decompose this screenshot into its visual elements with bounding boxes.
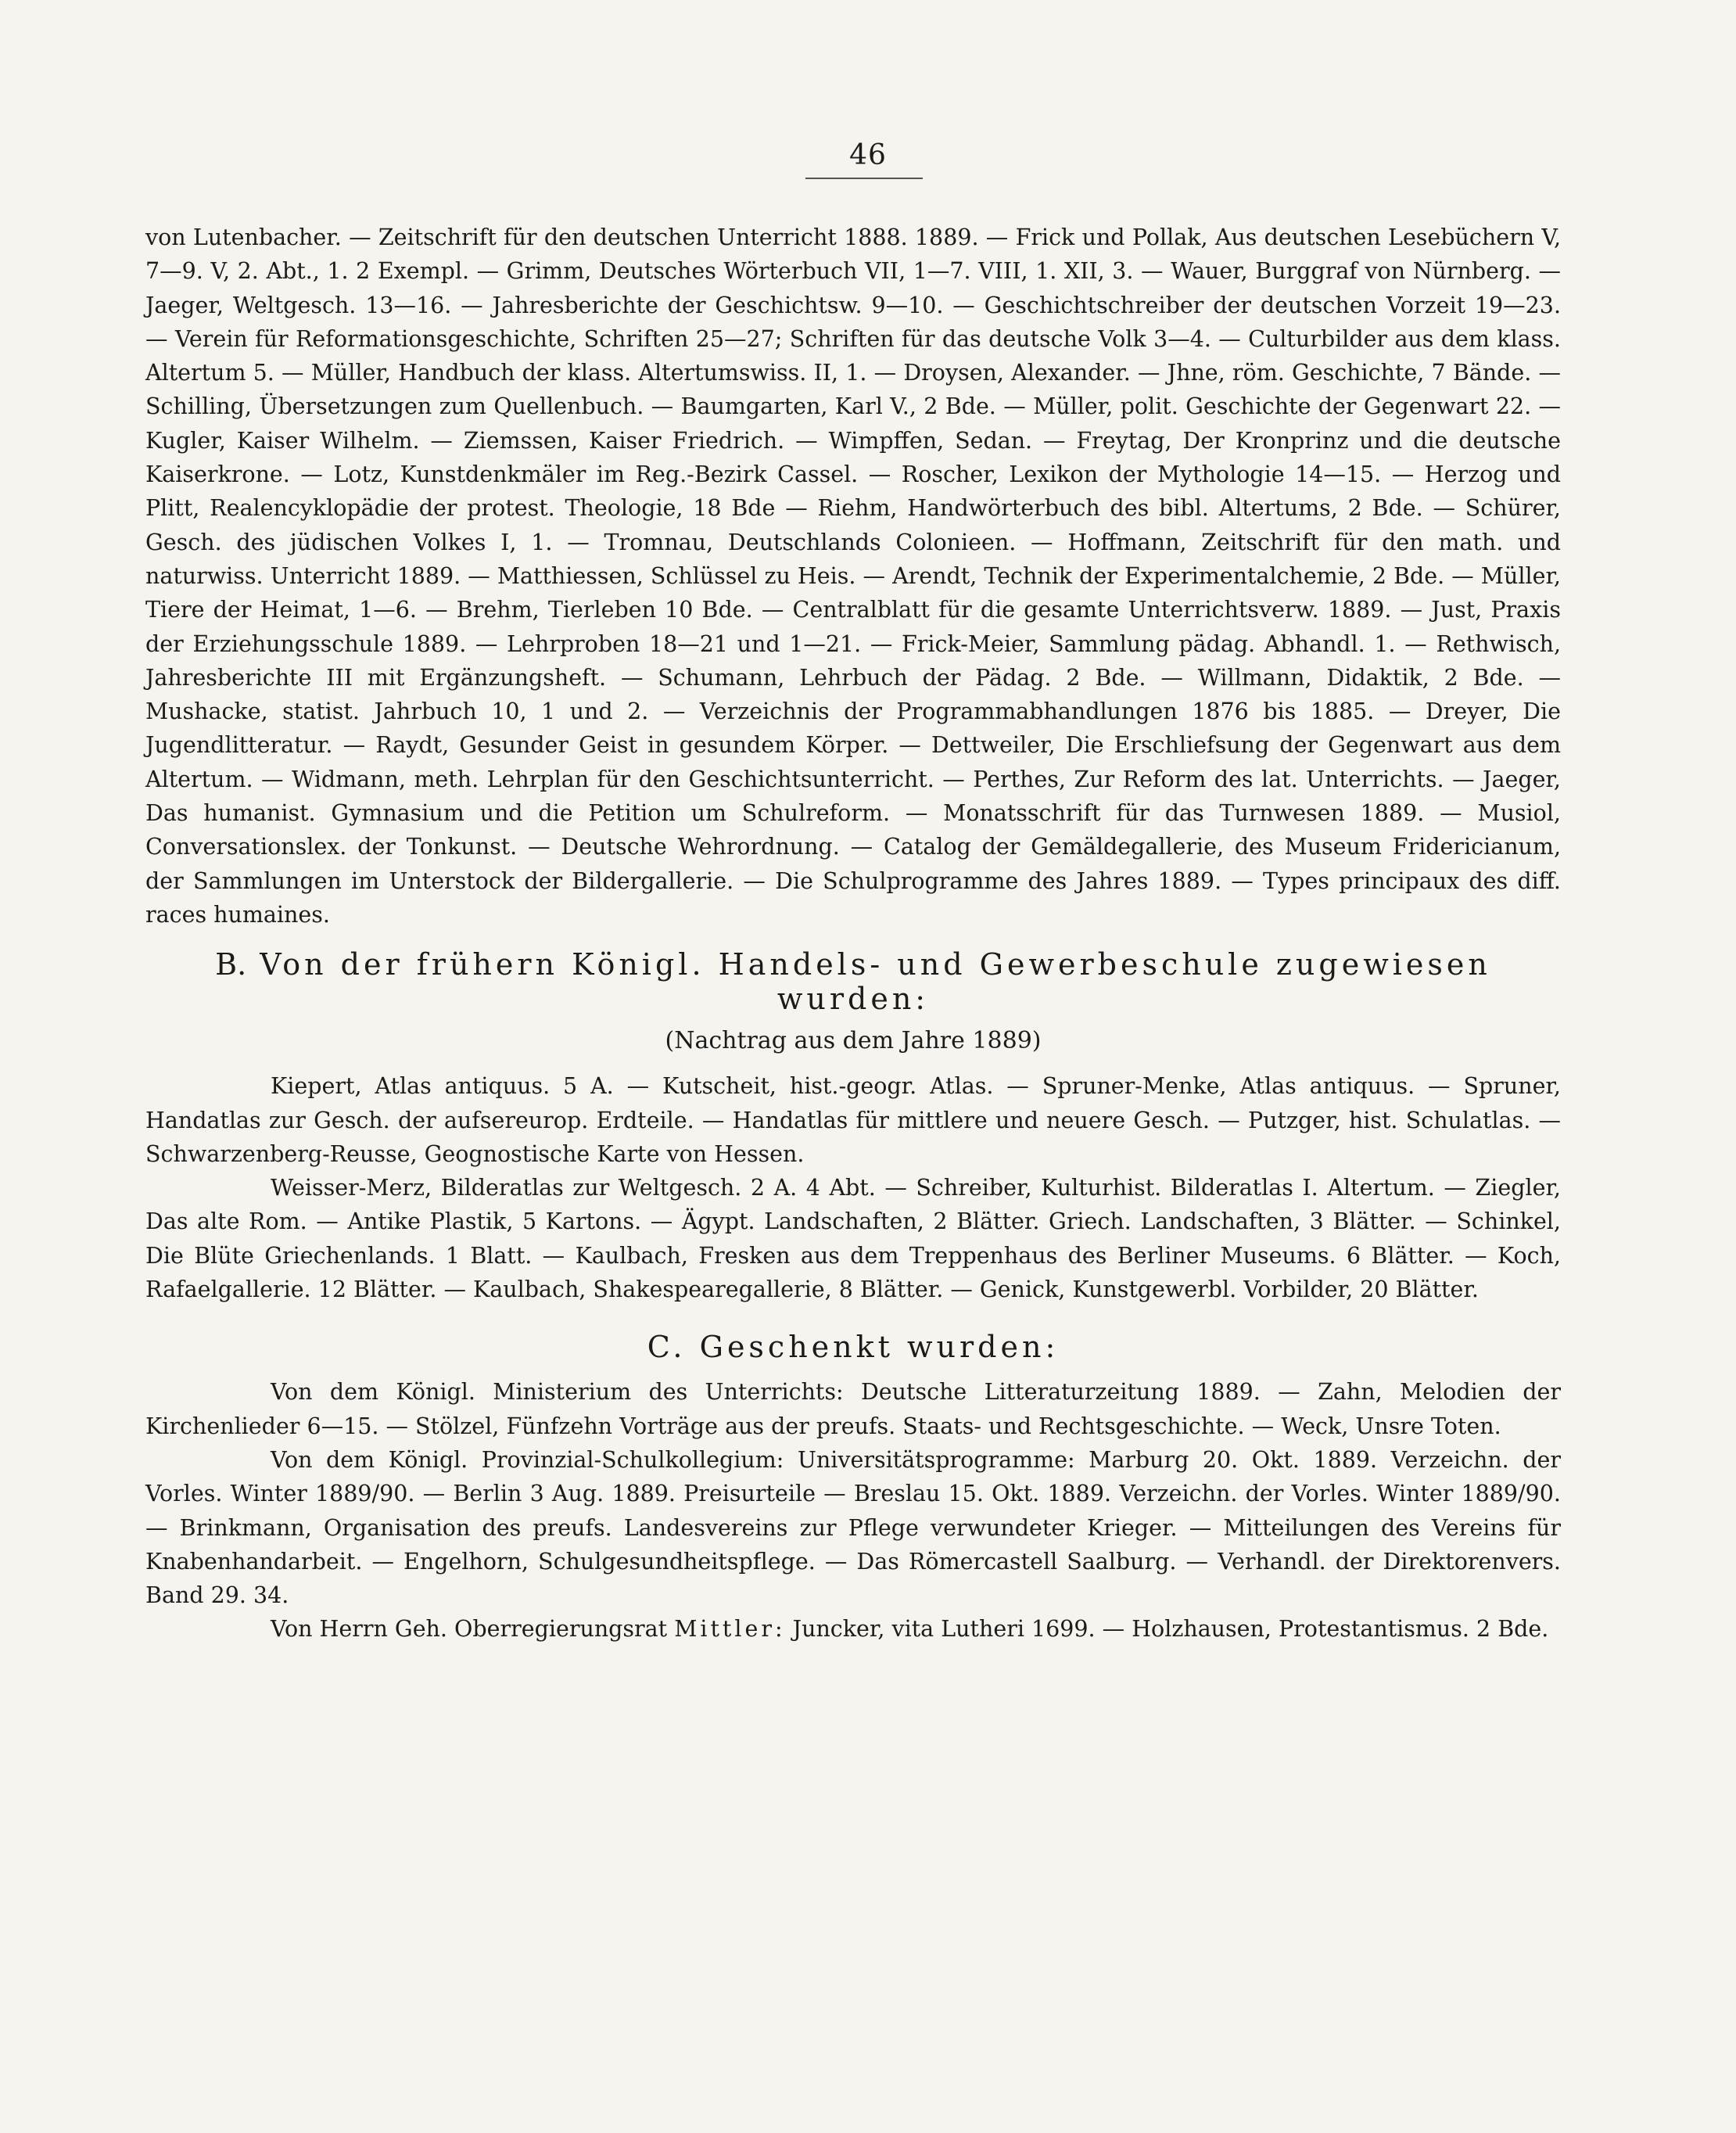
section-b-paragraph-1: Kiepert, Atlas antiquus. 5 A. — Kutscheit, hist.-geogr. Atlas. — Spruner-Menke, Atlas antiquus. — Spruner, Handatlas zur Gesch. der aufsereurop. Erdteile. — Handatlas für mittlere und neuere Gesch. — Putzger, hist. Schulatlas. — Schwarzenberg-Reusse, Geognostische Karte von Hessen. bbox=[145, 1073, 1561, 1167]
section-c-paragraph-1: Von dem Königl. Ministerium des Unterrichts: Deutsche Litteraturzeitung 1889. — Zahn, Melodien der Kirchenlieder 6—15. — Stölzel, Fünfzehn Vorträge aus der preufs. Staats- und Rechtsgeschichte. — Weck, Unsre Toten. bbox=[145, 1379, 1561, 1439]
section-b-heading-block bbox=[145, 947, 1561, 1016]
section-c-paragraph-3 bbox=[145, 1612, 1561, 1646]
page-number: 46 bbox=[849, 139, 887, 171]
page-number-rule bbox=[805, 178, 923, 179]
donor-gift-list: Juncker, vita Lutheri 1699. — Holzhausen, Protestantismus. 2 Bde. bbox=[792, 1616, 1549, 1643]
section-a-paragraph: von Lutenbacher. — Zeitschrift für den deutschen Unterricht 1888. 1889. — Frick und Pollak, Aus deutschen Lesebüchern V, 7—9. V, 2. Abt., 1. 2 Exempl. — Grimm, Deutsches Wörterbuch VII, 1—7. VIII, 1. XII, 3. — Wauer, Burggraf von Nürnberg. — Jaeger, Weltgesch. 13—16. — Jahresberichte der Geschichtsw. 9—10. — Geschichtschreiber der deutschen Vorzeit 19—23. — Verein für Reformationsgeschichte, Schriften 25—27; Schriften für das deutsche Volk 3—4. — Culturbilder aus dem klass. Altertum 5. — Müller, Handbuch der klass. Altertumswiss. II, 1. — Droysen, Alexander. — Jhne, röm. Geschichte, 7 Bände. — Schilling, Übersetzungen zum Quellenbuch. — Baumgarten, Karl V., 2 Bde. — Müller, polit. Geschichte der Gegenwart 22. — Kugler, Kaiser Wilhelm. — Ziemssen, Kaiser Friedrich. — Wimpffen, Sedan. — Freytag, Der Kronprinz und die deutsche Kaiserkrone. — Lotz, Kunstdenkmäler im Reg.-Bezirk Cassel. — Roscher, Lexikon der Mythologie 14—15. — Herzog und Plitt, Realencyklopädie der protest. Theologie, 18 Bde — Riehm, Handwörterbuch des bibl. Altertums, 2 Bde. — Schürer, Gesch. des jüdischen Volkes I, 1. — Tromnau, Deutschlands Colonieen. — Hoffmann, Zeitschrift für den math. und naturwiss. Unterricht 1889. — Matthiessen, Schlüssel zu Heis. — Arendt, Technik der Experimentalchemie, 2 Bde. — Müller, Tiere der Heimat, 1—6. — Brehm, Tierleben 10 Bde. — Centralblatt für die gesamte Unterrichtsverw. 1889. — Just, Praxis der Erziehungsschule 1889. — Lehrproben 18—21 und 1—21. — Frick-Meier, Sammlung pädag. Abhandl. 1. — Rethwisch, Jahresberichte III mit Ergänzungsheft. — Schumann, Lehrbuch der Pädag. 2 Bde. — Willmann, Didaktik, 2 Bde. — Mushacke, statist. Jahrbuch 10, 1 und 2. — Verzeichnis der Programmabhandlungen 1876 bis 1885. — Dreyer, Die Jugendlitteratur. — Raydt, Gesunder Geist in gesundem Körper. — Dettweiler, Die Erschliefsung der Gegenwart aus dem Altertum. — Widmann, meth. Lehrplan für den Geschichtsunterricht. — Perthes, Zur Reform des lat. Unterrichts. — Jaeger, Das humanist. Gymnasium und die Petition um Schulreform. — Monatsschrift für das Turnwesen 1889. — Musiol, Conversationslex. der Tonkunst. — Deutsche Wehrordnung. — Catalog der Gemäldegallerie, des Museum Fridericianum, der Sammlungen im Unterstock der Bildergallerie. — Die Schulprogramme des Jahres 1889. — Types principaux des diff. races humaines. bbox=[145, 224, 1561, 928]
donor-prefix: Von Herrn Geh. Oberregierungsrat bbox=[271, 1616, 668, 1643]
section-c-heading: C. Geschenkt wurden: bbox=[647, 1330, 1060, 1365]
section-b-heading: Von der frühern Königl. Handels- und Gewerbeschule zugewiesen wurden: bbox=[260, 947, 1491, 1017]
page-body bbox=[145, 221, 1561, 1646]
section-b-subheading: (Nachtrag aus dem Jahre 1889) bbox=[665, 1027, 1042, 1055]
section-b-paragraph-2: Weisser-Merz, Bilderatlas zur Weltgesch. 2 A. 4 Abt. — Schreiber, Kulturhist. Bilderatlas I. Altertum. — Ziegler, Das alte Rom. — Antike Plastik, 5 Kartons. — Ägypt. Landschaften, 2 Blätter. Griech. Landschaften, 3 Blätter. — Schinkel, Die Blüte Griechenlands. 1 Blatt. — Kaulbach, Fresken aus dem Treppenhaus des Berliner Museums. 6 Blätter. — Koch, Rafaelgallerie. 12 Blätter. — Kaulbach, Shakespearegallerie, 8 Blätter. — Genick, Kunstgewerbl. Vorbilder, 20 Blätter. bbox=[145, 1175, 1561, 1303]
section-b-label: B. bbox=[215, 947, 247, 982]
donor-name: Mittler: bbox=[674, 1616, 786, 1643]
section-c-paragraph-2: Von dem Königl. Provinzial-Schulkollegium: Universitätsprogramme: Marburg 20. Okt. 1889. Verzeichn. der Vorles. Winter 1889/90. — Berlin 3 Aug. 1889. Preisurteile — Breslau 15. Okt. 1889. Verzeichn. der Vorles. Winter 1889/90. — Brinkmann, Organisation des preufs. Landesvereins zur Pflege verwundeter Krieger. — Mitteilungen des Vereins für Knabenhandarbeit. — Engelhorn, Schulgesundheitspflege. — Das Römercastell Saalburg. — Verhandl. der Direktorenvers. Band 29. 34. bbox=[145, 1446, 1561, 1609]
